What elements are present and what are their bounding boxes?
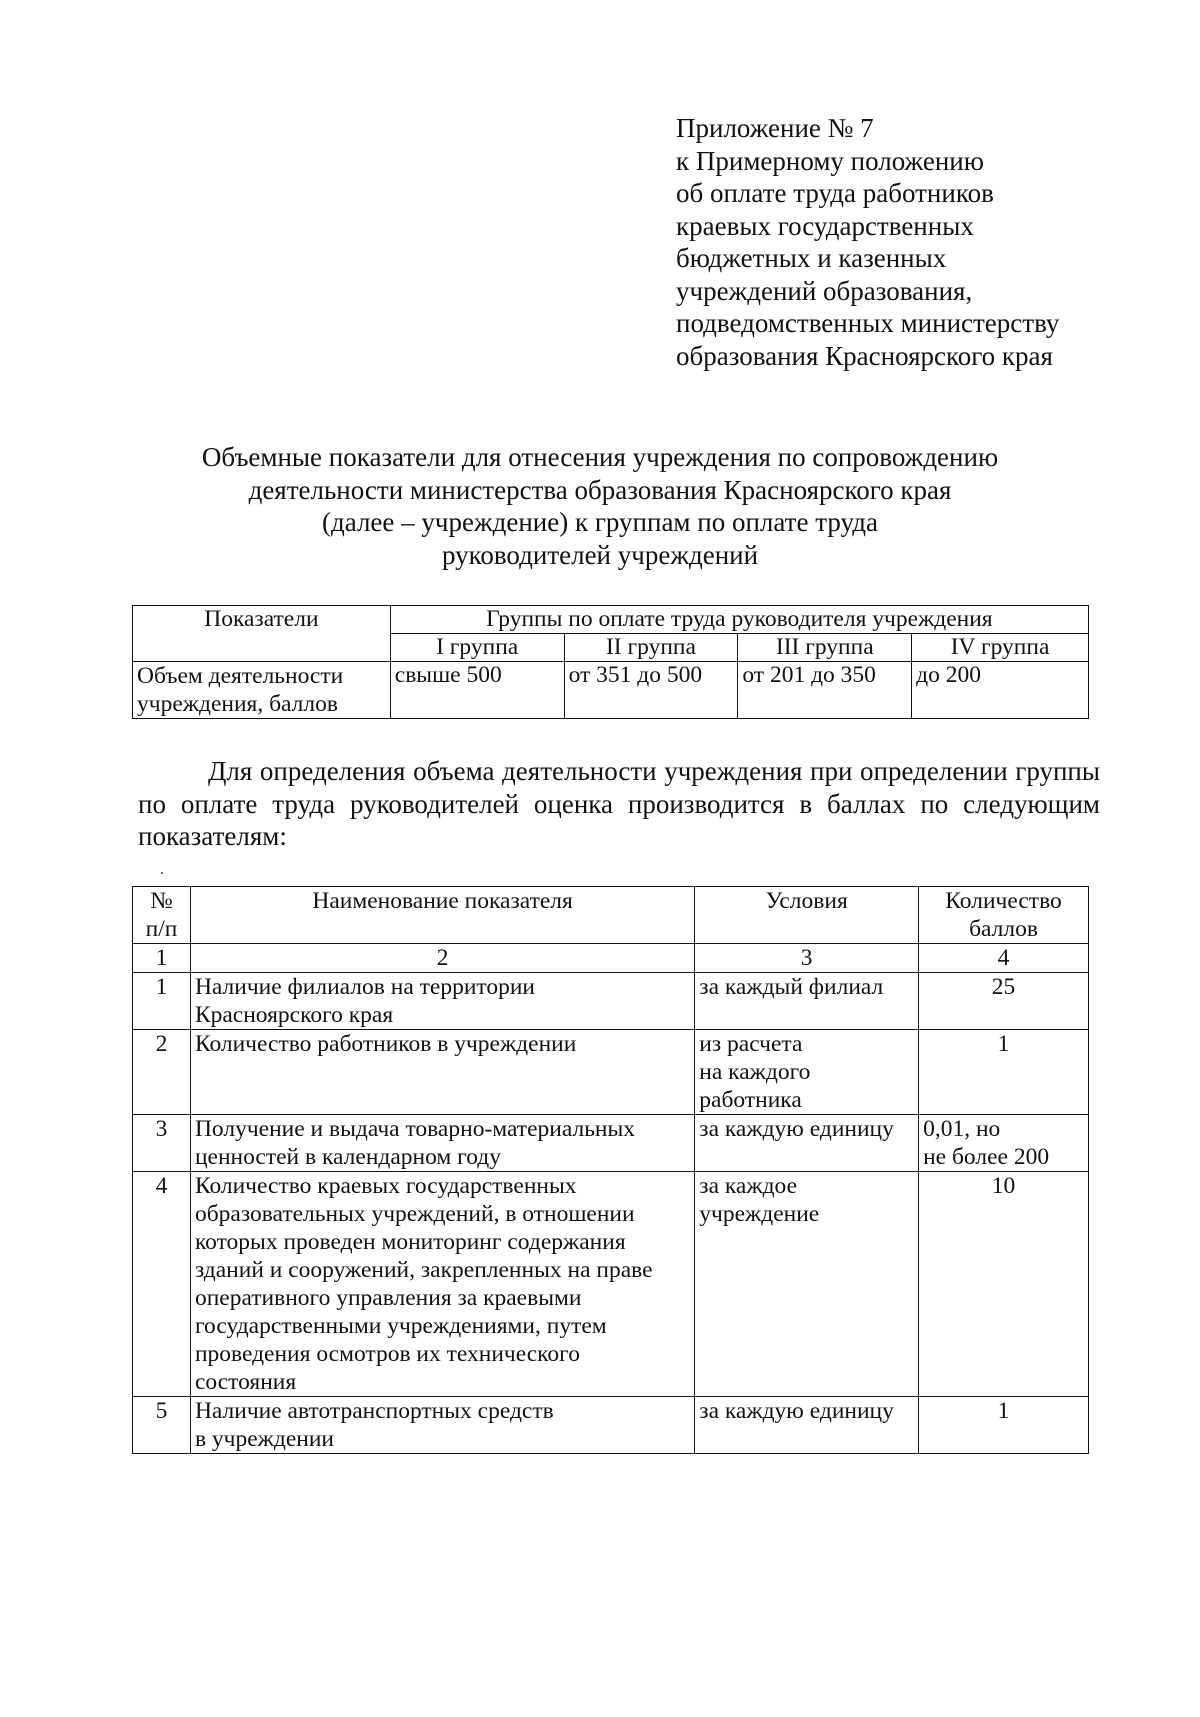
row-name-line: проведения осмотров их технического xyxy=(194,1341,580,1367)
col-number: 3 xyxy=(695,944,919,973)
row-name-line: государственными учреждениями, путем xyxy=(194,1313,607,1339)
row-condition-line: учреждение xyxy=(699,1201,820,1227)
row-condition-line: за каждую единицу xyxy=(699,1116,894,1142)
col-conditions-header: Условия xyxy=(695,887,919,944)
scan-speck xyxy=(161,872,163,874)
row-name-line: Получение и выдача товарно-материальных xyxy=(194,1116,636,1142)
col-number: 4 xyxy=(919,944,1089,973)
row-points xyxy=(919,1172,1089,1397)
groups-table xyxy=(132,605,1089,719)
group-value: до 200 xyxy=(912,662,1089,719)
row-points-line: 1 xyxy=(997,1031,1010,1057)
row-condition-line: работника xyxy=(699,1087,802,1113)
col-num-header-line: п/п xyxy=(145,916,178,942)
appendix-line: бюджетных и казенных xyxy=(676,243,947,273)
row-name xyxy=(190,1030,694,1115)
row-condition xyxy=(695,973,919,1030)
title-line: руководителей учреждений xyxy=(441,539,759,570)
appendix-line: об оплате труда работников xyxy=(676,178,994,208)
groups-header-indicator: Показатели xyxy=(133,606,391,662)
row-points-line: не более 200 xyxy=(923,1144,1050,1170)
col-name-header: Наименование показателя xyxy=(190,887,694,944)
row-name-line: ценностей в календарном году xyxy=(194,1144,502,1170)
appendix-line: учреждений образования, xyxy=(676,275,973,306)
row-condition-line: за каждый филиал xyxy=(699,974,884,1000)
row-name-line: в учреждении xyxy=(194,1426,335,1452)
row-condition-line: за каждое xyxy=(699,1173,798,1199)
row-num: 1 xyxy=(133,973,191,1030)
row-condition xyxy=(695,1172,919,1397)
group-header: I группа xyxy=(390,634,564,662)
appendix-line: образования Красноярского края xyxy=(676,340,1053,371)
row-condition-line: на каждого xyxy=(699,1059,811,1085)
row-points-line: 0,01, но xyxy=(923,1116,1001,1142)
group-value: свыше 500 xyxy=(390,662,564,719)
row-name-line: Красноярского края xyxy=(194,1002,394,1028)
col-num-header xyxy=(133,887,191,944)
row-name-line: Количество краевых государственных xyxy=(194,1173,577,1199)
table-row xyxy=(133,1397,1089,1454)
row-label-line: учреждения, баллов xyxy=(137,691,338,717)
title-line: Объемные показатели для отнесения учреждения по сопровождению xyxy=(201,442,999,472)
group-value: от 201 до 350 xyxy=(738,662,912,719)
row-condition xyxy=(695,1115,919,1172)
group-header: II группа xyxy=(564,634,738,662)
document-title xyxy=(130,441,1070,571)
appendix-line: подведомственных министерству xyxy=(676,308,1060,338)
row-name-line: состояния xyxy=(194,1369,297,1395)
table-row xyxy=(133,1030,1089,1115)
row-points xyxy=(919,973,1089,1030)
appendix-header xyxy=(676,112,1156,372)
row-num: 2 xyxy=(133,1030,191,1115)
row-condition-line: за каждую единицу xyxy=(699,1398,894,1424)
appendix-line: Приложение № 7 xyxy=(676,113,874,143)
row-name-line: Количество работников в учреждении xyxy=(194,1031,577,1057)
row-num: 5 xyxy=(133,1397,191,1454)
row-num: 4 xyxy=(133,1172,191,1397)
row-label-line: Объем деятельности xyxy=(137,663,344,689)
row-name-line: зданий и сооружений, закрепленных на праве xyxy=(194,1257,653,1283)
row-name-line: которых проведен мониторинг содержания xyxy=(194,1229,626,1255)
row-points-line: 10 xyxy=(991,1173,1016,1199)
table-row xyxy=(133,1172,1089,1397)
title-line: (далее – учреждение) к группам по оплате труда xyxy=(322,507,878,537)
table-row xyxy=(133,973,1089,1030)
row-name-line: образовательных учреждений, в отношении xyxy=(194,1201,635,1227)
intro-paragraph: Для определения объема деятельности учреждения при определении группы по оплате труда руководителей оценка производится в баллах по следующим показателям: xyxy=(138,756,1100,851)
row-name-line: Наличие автотранспортных средств xyxy=(194,1398,554,1424)
col-points-header-line: Количество xyxy=(945,888,1062,914)
col-num-header-line: № xyxy=(150,888,173,914)
row-points xyxy=(919,1030,1089,1115)
row-num: 3 xyxy=(133,1115,191,1172)
row-points xyxy=(919,1115,1089,1172)
row-condition xyxy=(695,1397,919,1454)
row-points-line: 1 xyxy=(997,1398,1010,1424)
group-header: IV группа xyxy=(912,634,1089,662)
row-name-line: Наличие филиалов на территории xyxy=(194,974,536,1000)
groups-header-groups: Группы по оплате труда руководителя учреждения xyxy=(390,606,1088,634)
groups-row-label xyxy=(133,662,391,719)
row-condition-line: из расчета xyxy=(699,1031,803,1057)
col-points-header xyxy=(919,887,1089,944)
title-line: деятельности министерства образования Красноярского края xyxy=(248,474,952,505)
appendix-line: к Примерному положению xyxy=(676,145,984,176)
group-value: от 351 до 500 xyxy=(564,662,738,719)
row-points xyxy=(919,1397,1089,1454)
row-condition xyxy=(695,1030,919,1115)
row-name xyxy=(190,973,694,1030)
appendix-line: краевых государственных xyxy=(676,210,974,241)
row-name xyxy=(190,1115,694,1172)
row-name xyxy=(190,1397,694,1454)
row-points-line: 25 xyxy=(991,974,1016,1000)
col-points-header-line: баллов xyxy=(969,916,1038,942)
score-table xyxy=(132,886,1089,1454)
row-name-line: оперативного управления за краевыми xyxy=(194,1285,582,1311)
row-name xyxy=(190,1172,694,1397)
col-number: 2 xyxy=(190,944,694,973)
col-number: 1 xyxy=(133,944,191,973)
group-header: III группа xyxy=(738,634,912,662)
table-row xyxy=(133,1115,1089,1172)
